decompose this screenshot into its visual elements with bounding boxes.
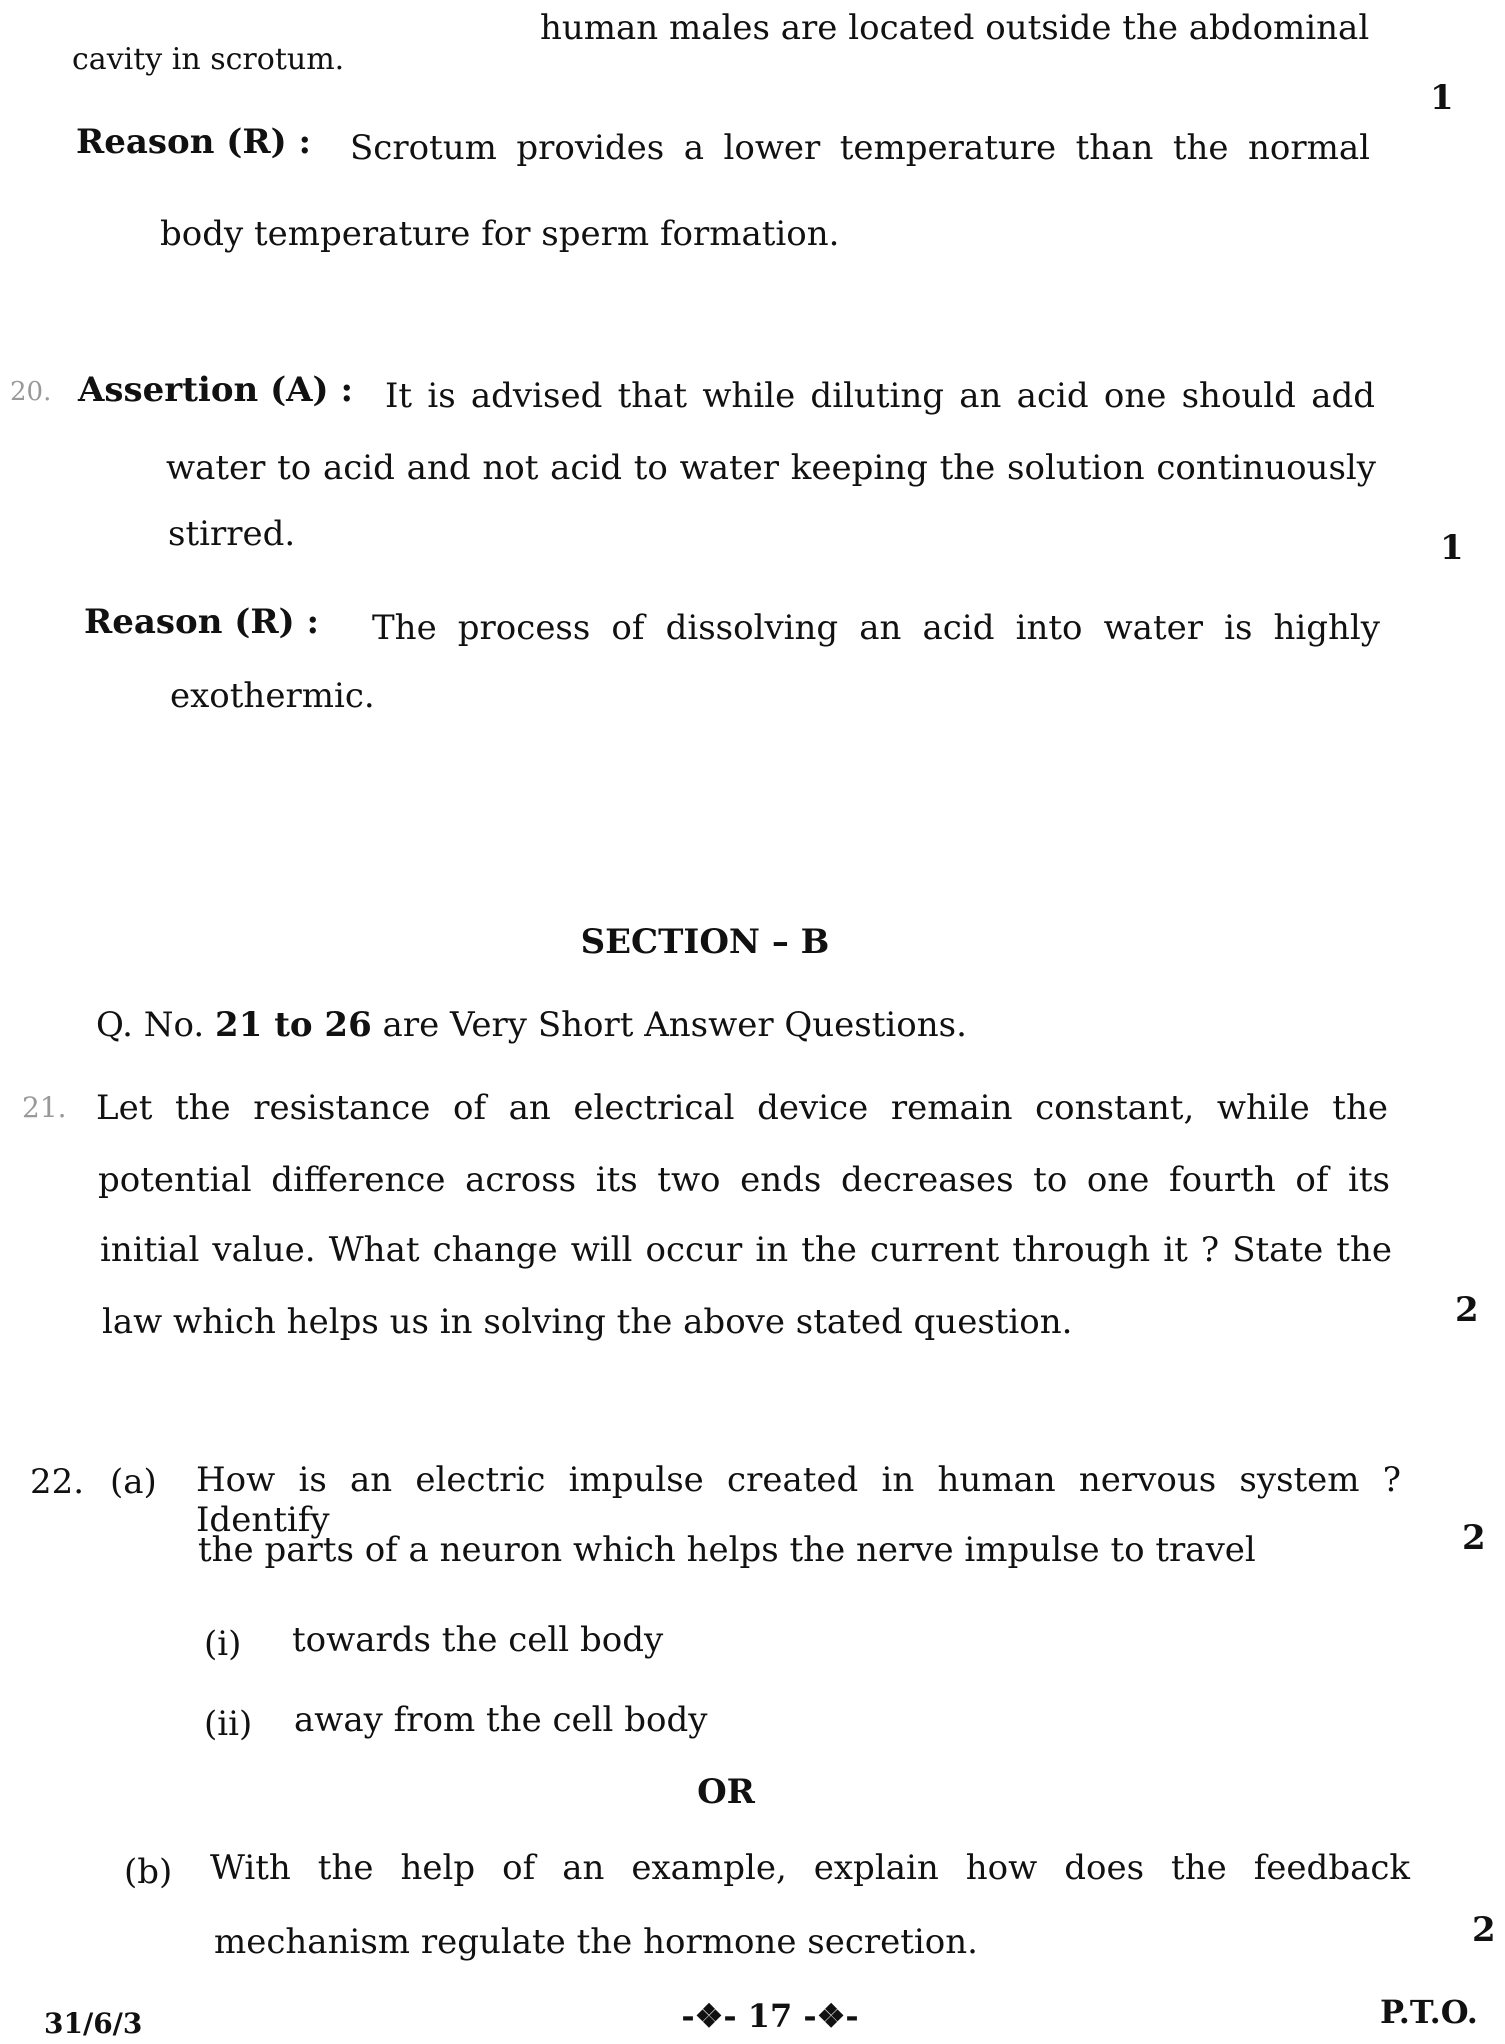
q22-or: OR [697, 1772, 755, 1812]
page-number: -❖- 17 -❖- [681, 1997, 859, 2035]
pto-label: P.T.O. [1380, 1993, 1478, 2031]
q19-reason-label: Reason (R) : [76, 122, 312, 162]
q21-number: 21. [22, 1091, 67, 1124]
paper-code: 31/6/3 [44, 2007, 143, 2040]
q20-assertion-line1: It is advised that while diluting an acid one should add [385, 376, 1375, 416]
q19-assertion-line2: cavity in scrotum. [72, 42, 345, 77]
q20-assertion-label: Assertion (A) : [78, 370, 354, 410]
q20-reason-label: Reason (R) : [84, 602, 320, 642]
q21-marks: 2 [1455, 1290, 1479, 1330]
q22-a-label: (a) [110, 1462, 157, 1502]
q22-a-marks: 2 [1462, 1518, 1486, 1558]
q22-b-line2: mechanism regulate the hormone secretion. [214, 1922, 978, 1962]
section-intro-range: 21 to 26 [215, 1005, 372, 1045]
q22-b-marks: 2 [1472, 1910, 1496, 1950]
q22-a-line1: How is an electric impulse created in human nervous system ? Identify [196, 1460, 1401, 1540]
q22-number: 22. [30, 1462, 85, 1502]
q21-line: Let the resistance of an electrical device remain constant, while the [96, 1088, 1388, 1128]
q22-i-text: towards the cell body [292, 1620, 664, 1660]
q21-line: potential difference across its two ends decreases to one fourth of its [98, 1160, 1390, 1200]
q19-marks: 1 [1430, 78, 1454, 118]
q20-reason-line2: exothermic. [170, 676, 375, 716]
q22-b-line1: With the help of an example, explain how does the feedback [210, 1848, 1410, 1888]
q19-reason-line1: Scrotum provides a lower temperature than the normal [350, 128, 1370, 168]
q20-assertion-line3: stirred. [168, 514, 296, 554]
section-intro-post: are Very Short Answer Questions. [382, 1005, 967, 1045]
q21-line: initial value. What change will occur in the current through it ? State the [100, 1230, 1392, 1270]
q22-i-label: (i) [204, 1624, 242, 1664]
section-title: SECTION – B [580, 922, 830, 962]
section-intro-pre: Q. No. [96, 1005, 205, 1045]
q20-number: 20. [10, 377, 52, 407]
q22-a-line2: the parts of a neuron which helps the nerve impulse to travel [198, 1530, 1256, 1570]
q22-ii-label: (ii) [204, 1704, 253, 1744]
section-intro [96, 1005, 967, 1045]
q20-marks: 1 [1440, 528, 1464, 568]
q21-line: law which helps us in solving the above stated question. [102, 1302, 1073, 1342]
q20-reason-line1: The process of dissolving an acid into water is highly [372, 608, 1380, 648]
q22-ii-text: away from the cell body [294, 1700, 708, 1740]
q20-assertion-line2: water to acid and not acid to water keeping the solution continuously [166, 448, 1376, 488]
q19-reason-line2: body temperature for sperm formation. [160, 214, 840, 254]
q22-b-label: (b) [124, 1852, 173, 1892]
q19-assertion-tail: human males are located outside the abdominal [540, 8, 1370, 48]
